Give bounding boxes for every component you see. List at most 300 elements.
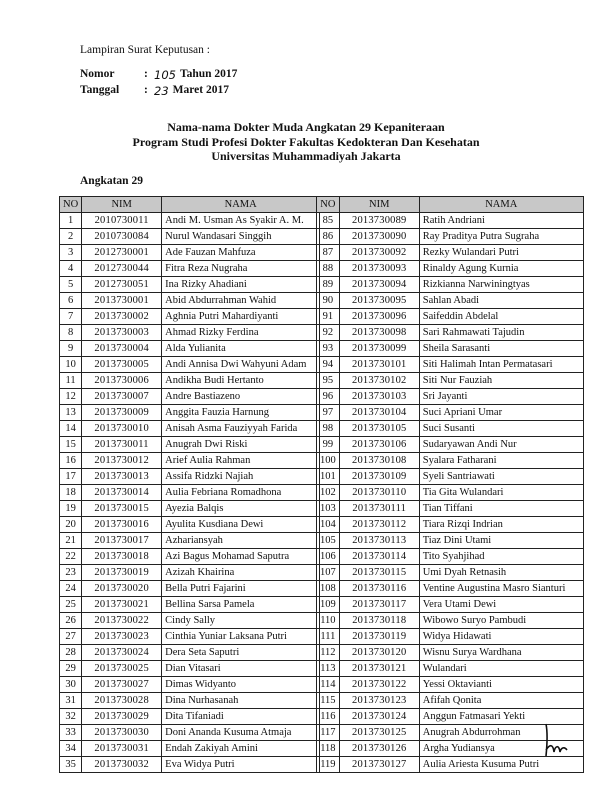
cell-nama: Sudaryawan Andi Nur <box>419 437 583 453</box>
cell-nim: 2012730044 <box>82 261 162 277</box>
cell-no: 18 <box>60 485 82 501</box>
cell-nim: 2013730106 <box>339 437 419 453</box>
table-row <box>60 741 320 757</box>
cell-no: 112 <box>317 645 340 661</box>
cell-nama: Tiara Rizqi Indrian <box>419 517 583 533</box>
cell-nim: 2013730111 <box>339 501 419 517</box>
cell-nim: 2013730002 <box>82 309 162 325</box>
cell-nim: 2013730124 <box>339 709 419 725</box>
cell-no: 101 <box>317 469 340 485</box>
cell-nama: Ventine Augustina Masro Sianturi <box>419 581 583 597</box>
header-no: NO <box>317 197 340 213</box>
cell-nama: Azi Bagus Mohamad Saputra <box>162 549 320 565</box>
cell-no: 109 <box>317 597 340 613</box>
table-row <box>60 405 320 421</box>
cell-nama: Azhariansyah <box>162 533 320 549</box>
cell-nim: 2013730120 <box>339 645 419 661</box>
table-row <box>60 213 320 229</box>
cell-nim: 2013730001 <box>82 293 162 309</box>
cell-no: 97 <box>317 405 340 421</box>
cell-nim: 2013730031 <box>82 741 162 757</box>
cell-nim: 2013730024 <box>82 645 162 661</box>
table-row <box>60 565 320 581</box>
table-row <box>60 629 320 645</box>
cell-no: 24 <box>60 581 82 597</box>
cell-nim: 2012730001 <box>82 245 162 261</box>
cell-no: 28 <box>60 645 82 661</box>
cell-nama: Nurul Wandasari Singgih <box>162 229 320 245</box>
cell-no: 103 <box>317 501 340 517</box>
table-row <box>317 277 584 293</box>
table-row <box>60 357 320 373</box>
cell-nim: 2013730123 <box>339 693 419 709</box>
cell-nim: 2013730114 <box>339 549 419 565</box>
cell-no: 108 <box>317 581 340 597</box>
cell-no: 100 <box>317 453 340 469</box>
tanggal-handwritten: 23 <box>154 84 169 98</box>
cell-nim: 2013730105 <box>339 421 419 437</box>
cell-no: 33 <box>60 725 82 741</box>
cell-nama: Rinaldy Agung Kurnia <box>419 261 583 277</box>
table-row <box>60 293 320 309</box>
cell-nama: Afifah Qonita <box>419 693 583 709</box>
table-row <box>60 645 320 661</box>
cell-nama: Rezky Wulandari Putri <box>419 245 583 261</box>
cell-nim: 2013730110 <box>339 485 419 501</box>
table-row <box>317 469 584 485</box>
cell-nama: Sri Jayanti <box>419 389 583 405</box>
cell-no: 27 <box>60 629 82 645</box>
table-row <box>60 677 320 693</box>
cell-nim: 2013730028 <box>82 693 162 709</box>
table-row <box>317 501 584 517</box>
cell-nim: 2013730007 <box>82 389 162 405</box>
table-row <box>60 549 320 565</box>
table-row <box>60 261 320 277</box>
cell-nama: Ina Rizky Ahadiani <box>162 277 320 293</box>
cell-no: 117 <box>317 725 340 741</box>
cell-nim: 2013730093 <box>339 261 419 277</box>
cell-no: 118 <box>317 741 340 757</box>
cell-nim: 2013730025 <box>82 661 162 677</box>
cell-no: 32 <box>60 709 82 725</box>
table-row <box>317 245 584 261</box>
cell-nama: Bellina Sarsa Pamela <box>162 597 320 613</box>
table-row <box>60 597 320 613</box>
signature-mark <box>540 720 570 760</box>
cell-no: 110 <box>317 613 340 629</box>
cell-nim: 2013730125 <box>339 725 419 741</box>
cell-no: 102 <box>317 485 340 501</box>
table-header-row <box>60 197 320 213</box>
table-header-row <box>317 197 584 213</box>
table-row <box>317 549 584 565</box>
header-nim: NIM <box>82 197 162 213</box>
nomor-row <box>80 68 237 84</box>
cell-no: 25 <box>60 597 82 613</box>
cell-nim: 2013730016 <box>82 517 162 533</box>
cell-nim: 2013730122 <box>339 677 419 693</box>
table-row <box>60 421 320 437</box>
table-row <box>317 693 584 709</box>
cell-nama: Arief Aulia Rahman <box>162 453 320 469</box>
table-row <box>60 325 320 341</box>
cell-nama: Syalara Fatharani <box>419 453 583 469</box>
cell-nama: Ayezia Balqis <box>162 501 320 517</box>
cell-nim: 2013730012 <box>82 453 162 469</box>
cell-nim: 2013730098 <box>339 325 419 341</box>
cell-no: 92 <box>317 325 340 341</box>
cell-nim: 2013730020 <box>82 581 162 597</box>
cell-no: 15 <box>60 437 82 453</box>
title-line-3: Universitas Muhammadiyah Jakarta <box>211 149 401 163</box>
cell-no: 107 <box>317 565 340 581</box>
cell-nim: 2013730011 <box>82 437 162 453</box>
cell-nim: 2013730013 <box>82 469 162 485</box>
tanggal-colon: : <box>144 84 148 96</box>
table-row <box>60 373 320 389</box>
cell-nama: Widya Hidawati <box>419 629 583 645</box>
cell-nama: Azizah Khairina <box>162 565 320 581</box>
cell-no: 17 <box>60 469 82 485</box>
cell-nim: 2013730018 <box>82 549 162 565</box>
cell-nama: Wulandari <box>419 661 583 677</box>
table-row <box>317 517 584 533</box>
cell-nama: Andi Annisa Dwi Wahyuni Adam <box>162 357 320 373</box>
table-row <box>60 453 320 469</box>
cell-nama: Aulia Ariesta Kusuma Putri <box>419 757 583 773</box>
cell-nim: 2013730108 <box>339 453 419 469</box>
cell-no: 7 <box>60 309 82 325</box>
cell-no: 119 <box>317 757 340 773</box>
cell-nama: Suci Apriani Umar <box>419 405 583 421</box>
cell-nama: Endah Zakiyah Amini <box>162 741 320 757</box>
table-row <box>60 581 320 597</box>
cell-nama: Umi Dyah Retnasih <box>419 565 583 581</box>
cell-no: 1 <box>60 213 82 229</box>
header-nama: NAMA <box>419 197 583 213</box>
cell-nama: Aghnia Putri Mahardiyanti <box>162 309 320 325</box>
cell-nim: 2013730115 <box>339 565 419 581</box>
cell-nim: 2013730015 <box>82 501 162 517</box>
cell-nama: Bella Putri Fajarini <box>162 581 320 597</box>
cell-nim: 2010730011 <box>82 213 162 229</box>
cell-nama: Argha Yudiansya <box>419 741 583 757</box>
table-row <box>60 229 320 245</box>
header-no: NO <box>60 197 82 213</box>
cell-nama: Siti Nur Fauziah <box>419 373 583 389</box>
cell-nama: Tiaz Dini Utami <box>419 533 583 549</box>
cell-nama: Andre Bastiazeno <box>162 389 320 405</box>
cell-nim: 2013730023 <box>82 629 162 645</box>
cell-nama: Siti Halimah Intan Permatasari <box>419 357 583 373</box>
cell-nim: 2013730127 <box>339 757 419 773</box>
cell-no: 26 <box>60 613 82 629</box>
table-row <box>60 533 320 549</box>
cell-no: 29 <box>60 661 82 677</box>
table-row <box>60 725 320 741</box>
cell-nim: 2013730119 <box>339 629 419 645</box>
table-row <box>317 485 584 501</box>
cell-no: 113 <box>317 661 340 677</box>
table-row <box>60 757 320 773</box>
table-row <box>60 469 320 485</box>
cell-nama: Ratih Andriani <box>419 213 583 229</box>
cell-nama: Ade Fauzan Mahfuza <box>162 245 320 261</box>
cell-no: 96 <box>317 389 340 405</box>
cell-no: 13 <box>60 405 82 421</box>
student-table-right <box>316 196 584 773</box>
header-nim: NIM <box>339 197 419 213</box>
table-row <box>317 597 584 613</box>
cell-no: 98 <box>317 421 340 437</box>
cell-no: 19 <box>60 501 82 517</box>
cell-nim: 2013730101 <box>339 357 419 373</box>
nomor-value: Tahun 2017 <box>179 68 238 80</box>
cell-nama: Cindy Sally <box>162 613 320 629</box>
cell-nama: Yessi Oktavianti <box>419 677 583 693</box>
table-row <box>60 517 320 533</box>
cell-nama: Alda Yulianita <box>162 341 320 357</box>
table-row <box>317 405 584 421</box>
cell-nama: Tia Gita Wulandari <box>419 485 583 501</box>
cell-no: 105 <box>317 533 340 549</box>
cell-no: 21 <box>60 533 82 549</box>
cohort-label: Angkatan 29 <box>80 175 143 187</box>
cell-nama: Aulia Febriana Romadhona <box>162 485 320 501</box>
table-row <box>317 373 584 389</box>
cell-no: 34 <box>60 741 82 757</box>
table-row <box>317 629 584 645</box>
cell-no: 35 <box>60 757 82 773</box>
cell-nim: 2013730027 <box>82 677 162 693</box>
cell-no: 8 <box>60 325 82 341</box>
title-line-2: Program Studi Profesi Dokter Fakultas Kedokteran Dan Kesehatan <box>132 134 480 149</box>
table-row <box>317 309 584 325</box>
table-row <box>317 389 584 405</box>
cell-no: 89 <box>317 277 340 293</box>
cell-nama: Tian Tiffani <box>419 501 583 517</box>
table-row <box>317 213 584 229</box>
tanggal-label: Tanggal <box>80 84 120 96</box>
cell-nim: 2013730003 <box>82 325 162 341</box>
cell-nama: Sahlan Abadi <box>419 293 583 309</box>
cell-nim: 2013730126 <box>339 741 419 757</box>
cell-nim: 2013730099 <box>339 341 419 357</box>
table-row <box>60 501 320 517</box>
attachment-label: Lampiran Surat Keputusan : <box>80 44 210 56</box>
cell-nama: Wibowo Suryo Pambudi <box>419 613 583 629</box>
table-row <box>60 661 320 677</box>
cell-nim: 2013730104 <box>339 405 419 421</box>
table-row <box>317 661 584 677</box>
cell-nama: Dimas Widyanto <box>162 677 320 693</box>
cell-nim: 2013730113 <box>339 533 419 549</box>
cell-no: 104 <box>317 517 340 533</box>
cell-no: 94 <box>317 357 340 373</box>
cell-nim: 2013730029 <box>82 709 162 725</box>
table-row <box>317 645 584 661</box>
cell-nama: Dera Seta Saputri <box>162 645 320 661</box>
cell-nama: Ray Praditya Putra Sugraha <box>419 229 583 245</box>
cell-nim: 2013730006 <box>82 373 162 389</box>
table-row <box>60 437 320 453</box>
nomor-colon: : <box>144 68 148 80</box>
cell-no: 3 <box>60 245 82 261</box>
table-row <box>317 677 584 693</box>
cell-nim: 2013730092 <box>339 245 419 261</box>
cell-no: 9 <box>60 341 82 357</box>
table-row <box>317 533 584 549</box>
table-row <box>317 581 584 597</box>
cell-nim: 2013730116 <box>339 581 419 597</box>
table-row <box>60 613 320 629</box>
cell-nim: 2013730010 <box>82 421 162 437</box>
cell-nama: Tito Syahjihad <box>419 549 583 565</box>
cell-no: 23 <box>60 565 82 581</box>
cell-nama: Anggun Fatmasari Yekti <box>419 709 583 725</box>
cell-nama: Anggita Fauzia Harnung <box>162 405 320 421</box>
nomor-handwritten: 105 <box>154 68 176 82</box>
cell-no: 116 <box>317 709 340 725</box>
table-row <box>60 309 320 325</box>
cell-nama: Wisnu Surya Wardhana <box>419 645 583 661</box>
cell-nama: Rizkianna Narwiningtyas <box>419 277 583 293</box>
cell-no: 95 <box>317 373 340 389</box>
cell-nim: 2013730004 <box>82 341 162 357</box>
cell-nim: 2013730021 <box>82 597 162 613</box>
cell-no: 114 <box>317 677 340 693</box>
cell-nama: Vera Utami Dewi <box>419 597 583 613</box>
cell-nim: 2013730009 <box>82 405 162 421</box>
cell-nim: 2013730118 <box>339 613 419 629</box>
cell-nama: Abid Abdurrahman Wahid <box>162 293 320 309</box>
cell-no: 87 <box>317 245 340 261</box>
table-row <box>60 693 320 709</box>
cell-no: 111 <box>317 629 340 645</box>
cell-nama: Doni Ananda Kusuma Atmaja <box>162 725 320 741</box>
cell-no: 11 <box>60 373 82 389</box>
cell-no: 91 <box>317 309 340 325</box>
cell-nama: Ahmad Rizky Ferdina <box>162 325 320 341</box>
cell-no: 90 <box>317 293 340 309</box>
cell-nama: Sari Rahmawati Tajudin <box>419 325 583 341</box>
cell-nama: Dita Tifaniadi <box>162 709 320 725</box>
table-row <box>60 341 320 357</box>
cell-nama: Ayulita Kusdiana Dewi <box>162 517 320 533</box>
table-row <box>317 261 584 277</box>
table-row <box>60 485 320 501</box>
table-row <box>317 421 584 437</box>
cell-no: 30 <box>60 677 82 693</box>
header-nama: NAMA <box>162 197 320 213</box>
cell-no: 93 <box>317 341 340 357</box>
cell-nim: 2013730005 <box>82 357 162 373</box>
cell-nama: Sheila Sarasanti <box>419 341 583 357</box>
cell-nim: 2013730019 <box>82 565 162 581</box>
cell-no: 99 <box>317 437 340 453</box>
cell-nim: 2013730102 <box>339 373 419 389</box>
cell-no: 22 <box>60 549 82 565</box>
cell-nama: Fitra Reza Nugraha <box>162 261 320 277</box>
table-row <box>317 293 584 309</box>
cell-nim: 2013730109 <box>339 469 419 485</box>
cell-nim: 2013730032 <box>82 757 162 773</box>
cell-nim: 2013730112 <box>339 517 419 533</box>
document-title <box>0 120 612 164</box>
cell-no: 20 <box>60 517 82 533</box>
cell-no: 86 <box>317 229 340 245</box>
cell-nama: Eva Widya Putri <box>162 757 320 773</box>
cell-no: 85 <box>317 213 340 229</box>
table-row <box>317 565 584 581</box>
table-row <box>60 709 320 725</box>
cell-nama: Anisah Asma Fauziyyah Farida <box>162 421 320 437</box>
cell-nama: Dian Vitasari <box>162 661 320 677</box>
table-row <box>317 229 584 245</box>
cell-nim: 2013730103 <box>339 389 419 405</box>
cell-no: 10 <box>60 357 82 373</box>
table-row <box>317 613 584 629</box>
cell-no: 12 <box>60 389 82 405</box>
nomor-label: Nomor <box>80 68 115 80</box>
cell-no: 31 <box>60 693 82 709</box>
table-row <box>317 453 584 469</box>
cell-nim: 2013730089 <box>339 213 419 229</box>
cell-nim: 2013730017 <box>82 533 162 549</box>
letter-meta <box>80 68 237 100</box>
cell-no: 2 <box>60 229 82 245</box>
table-row <box>60 389 320 405</box>
cell-nim: 2013730030 <box>82 725 162 741</box>
cell-no: 16 <box>60 453 82 469</box>
table-row <box>60 245 320 261</box>
cell-nama: Anugrah Abdurrohman <box>419 725 583 741</box>
cell-nim: 2013730095 <box>339 293 419 309</box>
cell-nama: Syeli Santriawati <box>419 469 583 485</box>
tanggal-row <box>80 84 237 100</box>
cell-no: 5 <box>60 277 82 293</box>
cell-no: 6 <box>60 293 82 309</box>
cell-nama: Andi M. Usman As Syakir A. M. <box>162 213 320 229</box>
cell-nama: Andikha Budi Hertanto <box>162 373 320 389</box>
cell-no: 14 <box>60 421 82 437</box>
cell-nim: 2013730090 <box>339 229 419 245</box>
table-row <box>317 325 584 341</box>
cell-nim: 2013730096 <box>339 309 419 325</box>
table-row <box>317 341 584 357</box>
table-row <box>317 357 584 373</box>
cell-nama: Suci Susanti <box>419 421 583 437</box>
cell-nim: 2012730051 <box>82 277 162 293</box>
cell-nama: Saifeddin Abdelal <box>419 309 583 325</box>
cell-nama: Cinthia Yuniar Laksana Putri <box>162 629 320 645</box>
student-table-left <box>59 196 320 773</box>
cell-nama: Anugrah Dwi Riski <box>162 437 320 453</box>
cell-nama: Dina Nurhasanah <box>162 693 320 709</box>
cell-no: 88 <box>317 261 340 277</box>
table-row <box>317 437 584 453</box>
cell-nim: 2013730121 <box>339 661 419 677</box>
cell-no: 106 <box>317 549 340 565</box>
cell-no: 115 <box>317 693 340 709</box>
title-line-1: Nama-nama Dokter Muda Angkatan 29 Kepaniteraan <box>167 120 445 134</box>
table-row <box>60 277 320 293</box>
cell-nama: Assifa Ridzki Najiah <box>162 469 320 485</box>
cell-nim: 2013730022 <box>82 613 162 629</box>
cell-no: 4 <box>60 261 82 277</box>
cell-nim: 2013730094 <box>339 277 419 293</box>
